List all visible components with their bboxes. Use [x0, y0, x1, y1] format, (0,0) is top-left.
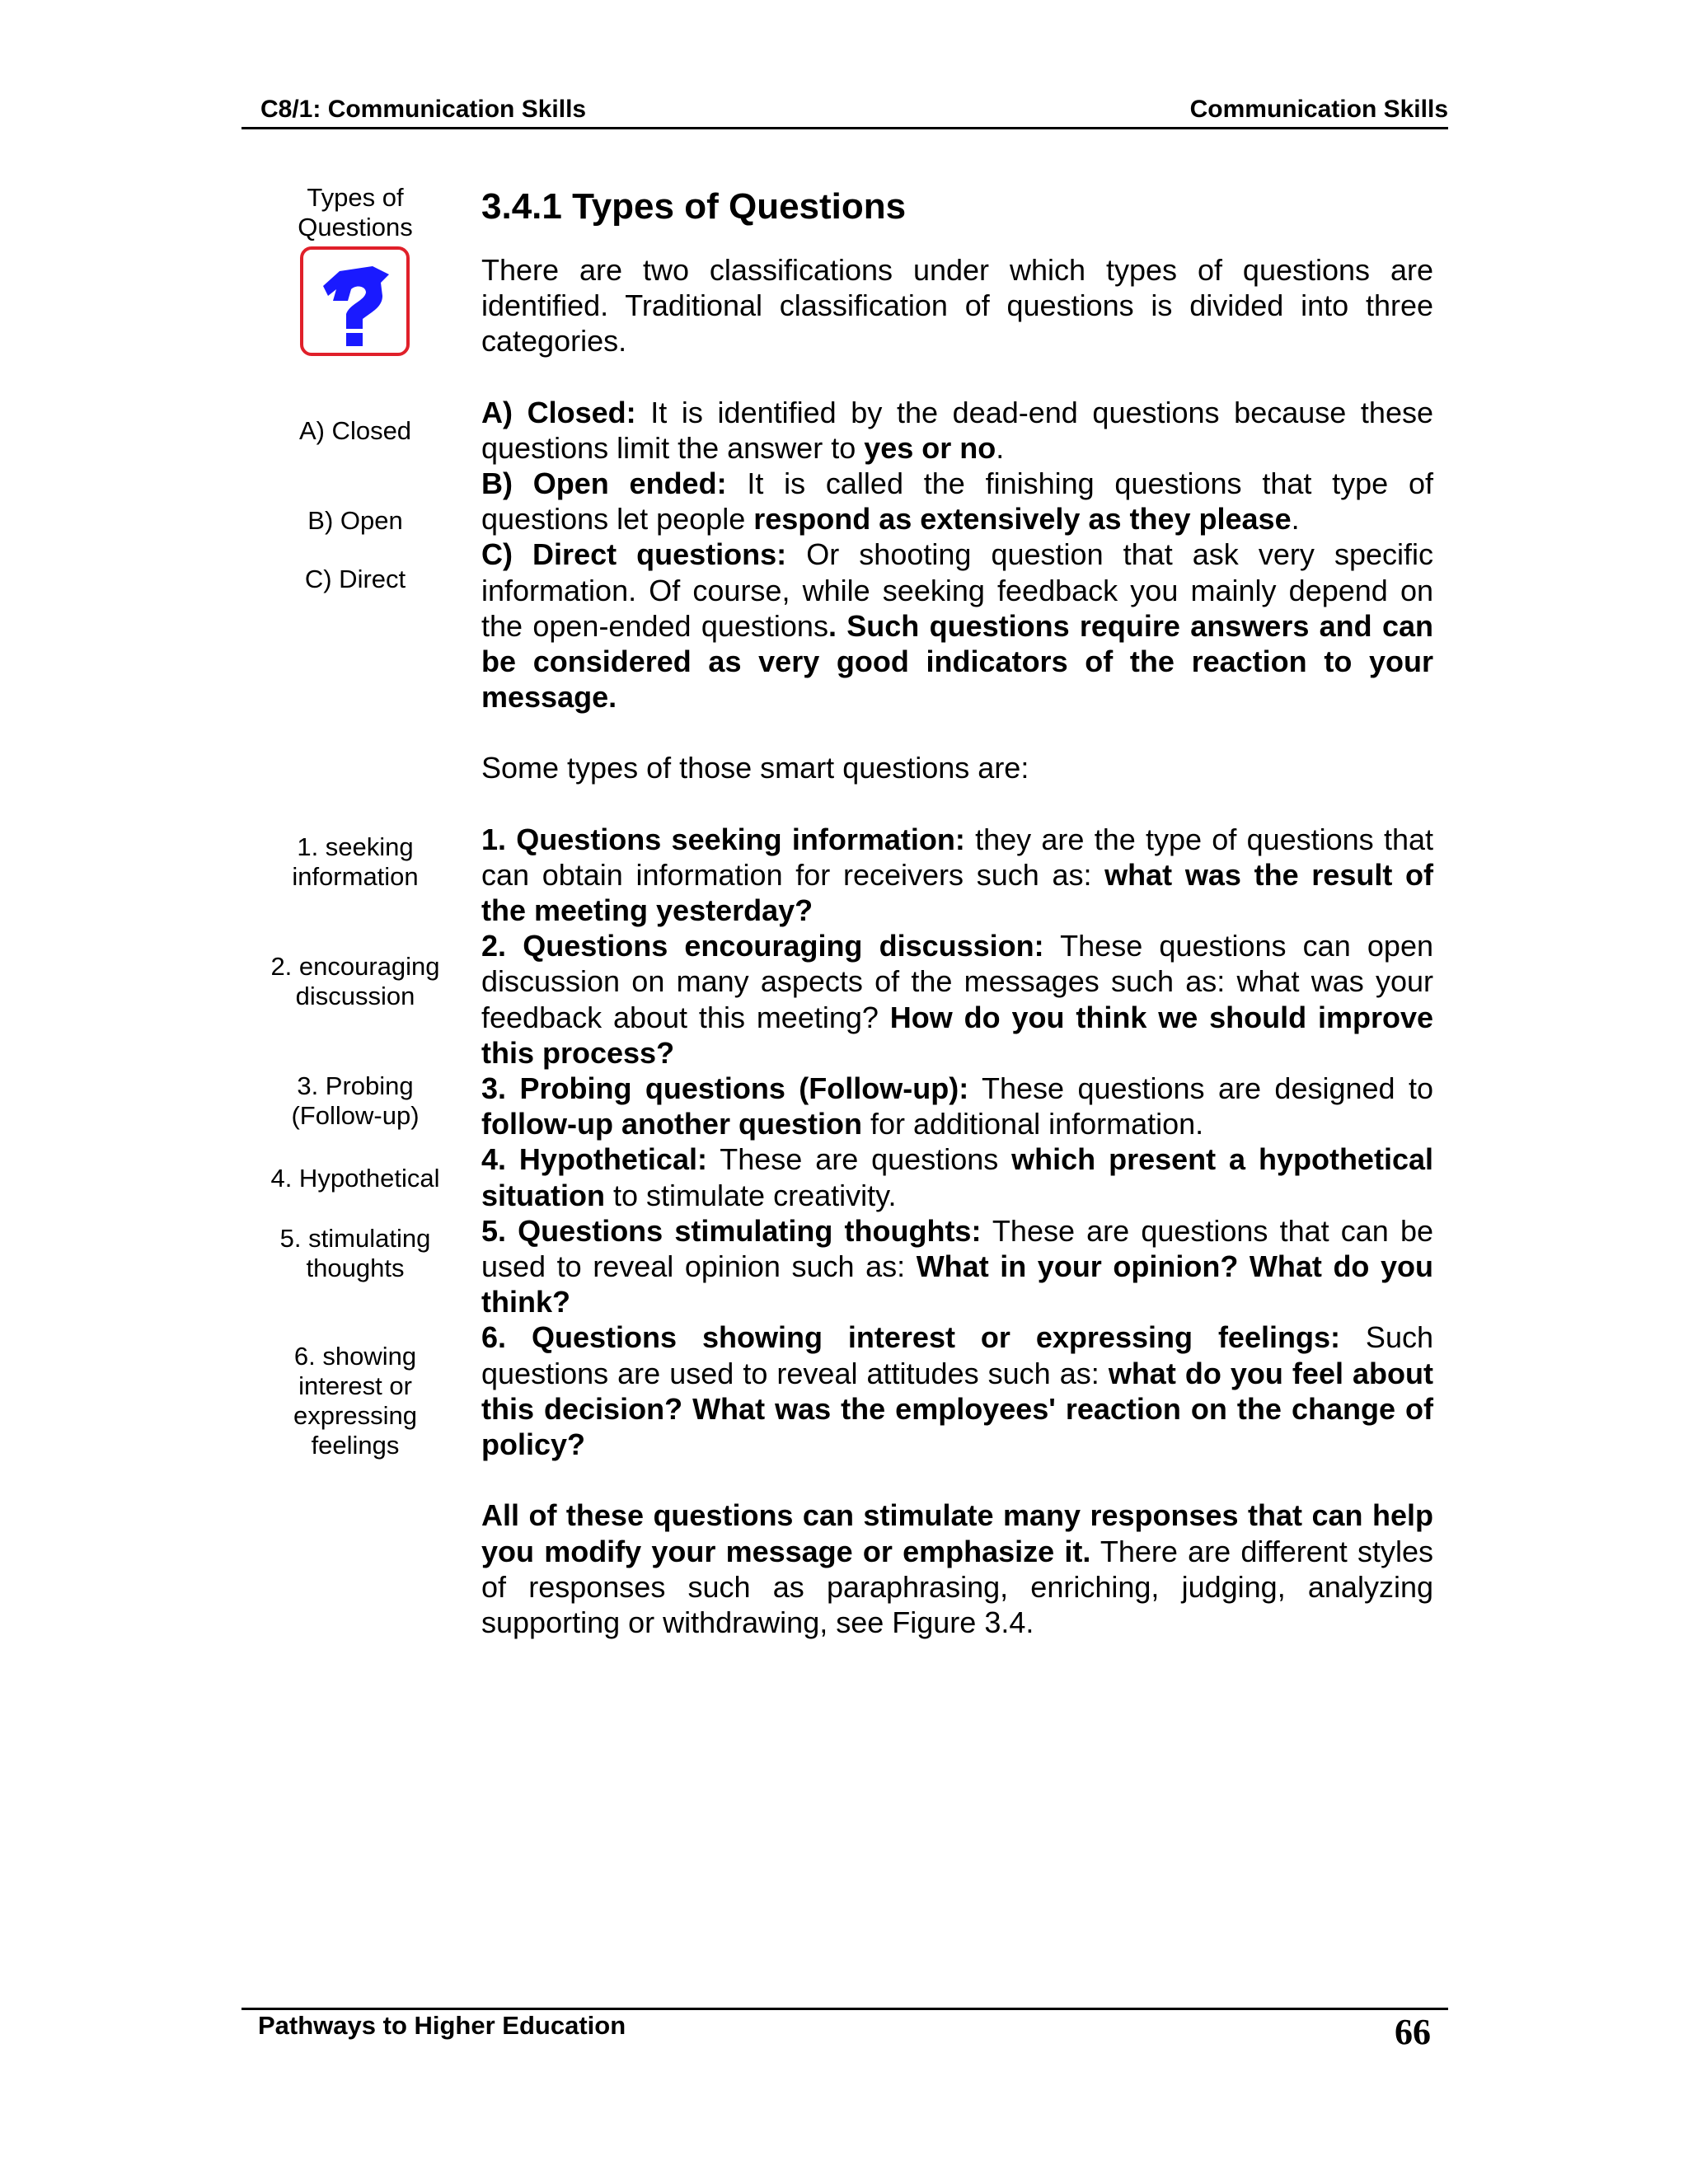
question-type-hypothetical: 4. Hypothetical: These are questions which present a hypothetical situation to stimulate creativity.	[481, 1142, 1433, 1212]
margin-note-seeking: 1. seeking information	[292, 832, 419, 891]
section-title: 3.4.1 Types of Questions	[481, 186, 907, 227]
margin-note-showing: 6. showing interest or expressing feelings	[293, 1342, 417, 1460]
intro-paragraph: There are two classifications under which types of questions are identified. Traditional classification of questions is divided into three categories.	[481, 253, 1433, 359]
margin-note-hypothetical: 4. Hypothetical	[270, 1164, 440, 1193]
margin-note-closed: A) Closed	[298, 416, 412, 445]
margin-note-types-of-questions: Types of Questions	[298, 183, 413, 241]
closed-paragraph: A) Closed: It is identified by the dead-end questions because these questions limit the answer to yes or no.	[481, 395, 1433, 465]
running-header-left: C8/1: Communication Skills	[260, 96, 587, 123]
closing-paragraph: All of these questions can stimulate many responses that can help you modify your message or emphasize it. There are different styles of responses such as paraphrasing, enriching, judging, analyzing supporting or withdrawing, see Figure 3.4.	[481, 1498, 1433, 1639]
section-body	[481, 186, 1433, 1640]
margin-note-encouraging: 2. encouraging discussion	[270, 952, 440, 1010]
page-number: 66	[1395, 2012, 1431, 2052]
question-type-showing: 6. Questions showing interest or expressing feelings: Such questions are used to reveal attitudes such as: what do you feel about this decision? What was the employees' reaction on the change of policy?	[481, 1320, 1433, 1462]
header-rule	[241, 127, 1448, 129]
question-type-encouraging: 2. Questions encouraging discussion: These questions can open discussion on many aspects of the messages such as: what was your feedback about this meeting? How do you think we should improve this process?	[481, 929, 1433, 1070]
footer-rule	[241, 2008, 1448, 2010]
question-type-seeking: 1. Questions seeking information: they are the type of questions that can obtain information for receivers such as: what was the result of the meeting yesterday?	[481, 822, 1433, 928]
question-head-graphic	[303, 250, 406, 353]
question-head-icon	[300, 246, 410, 356]
footer-title: Pathways to Higher Education	[258, 2011, 626, 2040]
open-paragraph: B) Open ended: It is called the finishing questions that type of questions let people respond as extensively as they please.	[481, 466, 1433, 537]
running-header-right: Communication Skills	[1189, 96, 1448, 123]
question-type-probing: 3. Probing questions (Follow-up): These questions are designed to follow-up another question for additional information.	[481, 1071, 1433, 1141]
question-type-stimulating: 5. Questions stimulating thoughts: These are questions that can be used to reveal opinion such as: What in your opinion? What do you think?	[481, 1213, 1433, 1319]
margin-note-probing: 3. Probing (Follow-up)	[291, 1071, 420, 1130]
margin-note-direct: C) Direct	[304, 565, 406, 593]
direct-paragraph: C) Direct questions: Or shooting question that ask very specific information. Of course, while seeking feedback you mainly depend on the open-ended questions. Such questions require answers and can be considered as very good indicators of the reaction to your message.	[481, 537, 1433, 715]
margin-note-open: B) Open	[307, 506, 403, 535]
margin-note-stimulating: 5. stimulating thoughts	[279, 1224, 431, 1282]
smart-questions-intro: Some types of those smart questions are:	[481, 751, 1029, 785]
